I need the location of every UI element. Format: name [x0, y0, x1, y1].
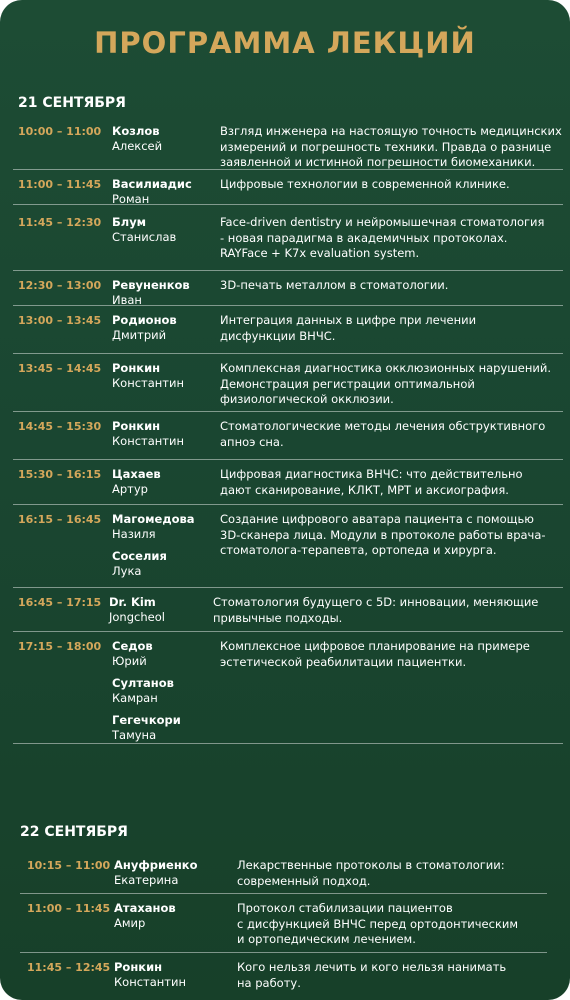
schedule-row	[13, 306, 563, 354]
schedule-day-2	[20, 851, 547, 1000]
speaker	[114, 858, 237, 888]
lecture-topic: Создание цифрового аватара пациента с помощью 3D-сканера лица. Модули в протоколе работы врача- стоматолога-терапевта, ортопеда и хирурга.	[220, 512, 546, 557]
schedule-row	[20, 851, 547, 894]
speaker	[112, 313, 220, 343]
schedule-row	[13, 588, 563, 632]
speaker-list	[112, 419, 220, 459]
schedule-row	[13, 460, 563, 505]
speaker-last-name: Родионов	[112, 313, 177, 327]
lecture-time: 11:45 – 12:45	[27, 961, 111, 974]
speaker-list	[112, 467, 220, 504]
lecture-time: 14:45 – 15:30	[18, 420, 102, 433]
speaker-first-name: Амир	[114, 916, 146, 930]
speaker-last-name: Ронкин	[112, 361, 161, 375]
speaker	[112, 124, 220, 154]
speaker-list	[112, 215, 220, 270]
speaker-last-name: Ревуненков	[112, 278, 190, 292]
speaker	[112, 177, 220, 207]
speaker-list	[112, 177, 220, 204]
speaker-last-name: Козлов	[112, 124, 160, 138]
schedule-day-1	[13, 117, 563, 744]
speaker-first-name: Константин	[112, 434, 184, 448]
speaker-first-name: Роман	[112, 192, 150, 206]
speaker	[112, 512, 220, 542]
lecture-time: 10:15 – 11:00	[27, 859, 111, 872]
speaker-first-name: Константин	[114, 975, 186, 989]
schedule-row	[13, 205, 563, 271]
day-heading: 21 СЕНТЯБРЯ	[18, 95, 126, 111]
lecture-topic: Стоматология будущего с 5D: инновации, меняющие привычные подходы.	[213, 595, 539, 625]
speaker	[112, 549, 220, 579]
lecture-topic: Интеграция данных в цифре при лечении дисфункции ВНЧС.	[220, 313, 477, 343]
lecture-topic: Комплексное цифровое планирование на примере эстетической реабилитации пациентки.	[220, 639, 530, 669]
speaker-last-name: Атаханов	[114, 901, 176, 915]
speaker-last-name: Ануфриенко	[114, 858, 198, 872]
lecture-topic: 3D-печать металлом в стоматологии.	[220, 278, 449, 292]
speaker-last-name: Седов	[112, 639, 153, 653]
lecture-topic: Стоматологические методы лечения обструктивного апноэ сна.	[220, 419, 546, 449]
lecture-time: 10:00 – 11:00	[18, 125, 102, 138]
lecture-time: 11:00 – 11:45	[18, 178, 102, 191]
schedule-row	[20, 953, 547, 1000]
speaker-list	[112, 124, 220, 169]
lecture-time: 15:30 – 16:15	[18, 468, 102, 481]
day-heading: 22 СЕНТЯБРЯ	[20, 824, 128, 840]
speaker-list	[112, 313, 220, 353]
lecture-time: 17:15 – 18:00	[18, 640, 102, 653]
speaker-list	[112, 361, 220, 411]
schedule-row	[13, 505, 563, 588]
speaker-last-name: Султанов	[112, 676, 174, 690]
speaker	[109, 595, 217, 625]
speaker-first-name: Лука	[112, 564, 142, 578]
speaker-list	[114, 901, 237, 952]
speaker-list	[112, 512, 220, 587]
speaker	[114, 901, 237, 931]
lecture-time: 13:00 – 13:45	[18, 314, 102, 327]
speaker-last-name: Магомедова	[112, 512, 195, 526]
speaker-first-name: Екатерина	[114, 873, 179, 887]
lecture-time: 16:45 – 17:15	[18, 596, 102, 609]
lecture-time: 11:45 – 12:30	[18, 216, 102, 229]
speaker-first-name: Jongcheol	[109, 610, 165, 624]
lecture-time: 13:45 – 14:45	[18, 362, 102, 375]
speaker-last-name: Ронкин	[112, 419, 161, 433]
lecture-topic: Взгляд инженера на настоящую точность медицинских измерений и погрешность техники. Правда о разнице заявленной и истинной погрешности биомеханики.	[220, 124, 562, 169]
speaker-first-name: Алексей	[112, 139, 163, 153]
speaker	[112, 639, 220, 669]
speaker	[112, 676, 220, 706]
speaker	[114, 960, 237, 990]
lecture-topic: Цифровые технологии в современной клинике.	[220, 177, 510, 191]
schedule-row	[13, 271, 563, 306]
speaker	[112, 467, 220, 497]
speaker-first-name: Камран	[112, 691, 158, 705]
speaker-list	[112, 278, 220, 305]
lecture-time: 11:00 – 11:45	[27, 902, 111, 915]
speaker-last-name: Dr. Kim	[109, 595, 156, 609]
lecture-topic: Цифровая диагностика ВНЧС: что действительно дают сканирование, КЛКТ, МРТ и аксиография.	[220, 467, 523, 497]
schedule-row	[13, 170, 563, 205]
lecture-topic: Комплексная диагностика окклюзионных нарушений. Демонстрация регистрации оптимальной физиологической окклюзии.	[220, 361, 551, 406]
lecture-time: 12:30 – 13:00	[18, 279, 102, 292]
speaker-last-name: Соселия	[112, 549, 167, 563]
speaker-list	[114, 858, 237, 893]
speaker-first-name: Станислав	[112, 230, 177, 244]
page-title: ПРОГРАММА ЛЕКЦИЙ	[94, 26, 476, 60]
speaker	[112, 215, 220, 245]
schedule-row	[20, 894, 547, 953]
speaker-first-name: Иван	[112, 293, 142, 307]
speaker-last-name: Гегечкори	[112, 713, 181, 727]
schedule-row	[13, 354, 563, 412]
speaker-last-name: Цахаев	[112, 467, 161, 481]
lecture-time: 16:15 – 16:45	[18, 513, 102, 526]
schedule-row	[13, 412, 563, 460]
lecture-topic: Face-driven dentistry и нейромышечная стоматология - новая парадигма в академичных протоколах. RAYFace + K7x evaluation system.	[220, 215, 545, 260]
speaker-list	[114, 960, 237, 1000]
schedule-row	[13, 632, 563, 744]
speaker-first-name: Константин	[112, 376, 184, 390]
speaker-first-name: Назиля	[112, 527, 156, 541]
speaker-first-name: Тамуна	[112, 728, 157, 742]
speaker-list	[109, 595, 217, 631]
speaker-first-name: Артур	[112, 482, 148, 496]
lecture-topic: Лекарственные протоколы в стоматологии: современный подход.	[237, 858, 505, 888]
schedule-row	[13, 117, 563, 170]
speaker-first-name: Юрий	[112, 654, 147, 668]
speaker	[112, 361, 220, 391]
speaker	[112, 419, 220, 449]
lecture-topic: Кого нельзя лечить и кого нельзя нанимать на работу.	[237, 960, 507, 990]
speaker-first-name: Дмитрий	[112, 328, 167, 342]
speaker-last-name: Василиадис	[112, 177, 192, 191]
speaker	[112, 713, 220, 743]
speaker-list	[112, 639, 220, 743]
speaker	[112, 278, 220, 308]
speaker-last-name: Блум	[112, 215, 147, 229]
speaker-last-name: Ронкин	[114, 960, 163, 974]
lecture-topic: Протокол стабилизации пациентов с дисфункцией ВНЧС перед ортодонтическим и ортопедическим лечением.	[237, 901, 519, 946]
